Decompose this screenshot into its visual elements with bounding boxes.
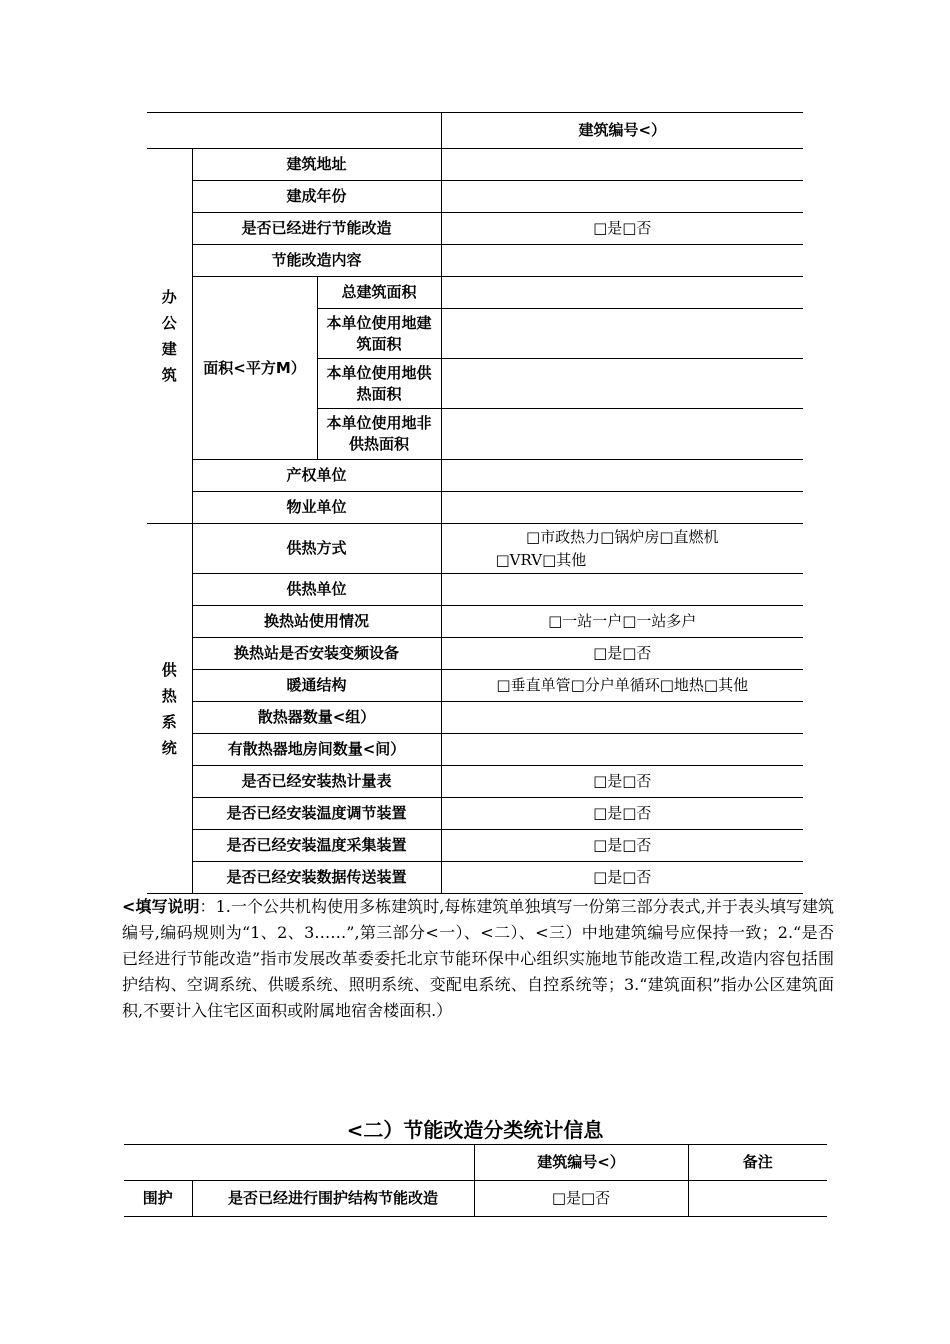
- property-owner-label: 产权单位: [192, 460, 441, 492]
- data-transfer-label: 是否已经安装数据传送装置: [192, 862, 441, 894]
- temp-collect-label: 是否已经安装温度采集装置: [192, 830, 441, 862]
- envelope-category-label: 围护: [124, 1181, 192, 1217]
- vfd-checkbox-group[interactable]: □是□否: [441, 638, 803, 670]
- table2-header-blank: [124, 1145, 474, 1181]
- built-year-field[interactable]: [441, 181, 803, 213]
- property-owner-field[interactable]: [441, 460, 803, 492]
- total-area-field[interactable]: [441, 277, 803, 309]
- table1-header-blank: [147, 113, 441, 149]
- unit-area-field[interactable]: [441, 309, 803, 359]
- heating-method-options-line2: □VRV□其他: [495, 550, 587, 569]
- heating-method-label: 供热方式: [192, 524, 441, 574]
- retrofit-label: 是否已经进行节能改造: [192, 213, 441, 245]
- unit-heated-area-label: 本单位使用地供热面积: [317, 359, 441, 409]
- table2-remark-header: 备注: [688, 1145, 827, 1181]
- retrofit-statistics-table: [124, 1144, 827, 1217]
- section-title: <二）节能改造分类统计信息: [346, 1118, 604, 1142]
- heating-unit-label: 供热单位: [192, 574, 441, 606]
- temp-control-label: 是否已经安装温度调节装置: [192, 798, 441, 830]
- table2-building-number-header: 建筑编号<）: [474, 1145, 688, 1181]
- fill-in-instructions: [122, 894, 834, 1024]
- instructions-text: ：1.一个公共机构使用多栋建筑时,每栋建筑单独填写一份第三部分表式,并于表头填写建筑编号,编码规则为“1、2、3……”,第三部分<一）、<二）、<三）中地建筑编号应保持一致；2.“是否已经进行节能改造”指市发展改革委委托北京节能环保中心组织实施地节能改造工程,改造内容包括围护结构、空调系统、供暖系统、照明系统、变配电系统、自控系统等；3.“建筑面积”指办公区建筑面积,不要计入住宅区面积或附属地宿舍楼面积.）: [122, 897, 834, 1020]
- temp-control-checkbox-group[interactable]: □是□否: [441, 798, 803, 830]
- building-address-label: 建筑地址: [192, 149, 441, 181]
- retrofit-checkbox-group[interactable]: □是□否: [441, 213, 803, 245]
- radiator-count-label: 散热器数量<组）: [192, 702, 441, 734]
- envelope-retrofit-checkbox-group[interactable]: □是□否: [474, 1181, 688, 1217]
- instructions-label: <填写说明: [122, 897, 200, 916]
- heating-unit-field[interactable]: [441, 574, 803, 606]
- radiator-rooms-label: 有散热器地房间数量<间）: [192, 734, 441, 766]
- unit-area-label: 本单位使用地建筑面积: [317, 309, 441, 359]
- hvac-structure-checkbox-group[interactable]: □垂直单管□分户单循环□地热□其他: [441, 670, 803, 702]
- unit-heated-area-field[interactable]: [441, 359, 803, 409]
- retrofit-content-label: 节能改造内容: [192, 245, 441, 277]
- total-area-label: 总建筑面积: [317, 277, 441, 309]
- heating-system-section-label: 供热系统: [147, 524, 192, 894]
- heat-meter-checkbox-group[interactable]: □是□否: [441, 766, 803, 798]
- radiator-rooms-field[interactable]: [441, 734, 803, 766]
- built-year-label: 建成年份: [192, 181, 441, 213]
- envelope-remark-field[interactable]: [688, 1181, 827, 1217]
- envelope-retrofit-label: 是否已经进行围护结构节能改造: [192, 1181, 474, 1217]
- property-management-label: 物业单位: [192, 492, 441, 524]
- building-number-header: 建筑编号<）: [441, 113, 803, 149]
- heating-method-options-line1: □市政热力□锅炉房□直燃机: [525, 527, 719, 546]
- property-management-field[interactable]: [441, 492, 803, 524]
- building-info-table: [147, 112, 803, 894]
- data-transfer-checkbox-group[interactable]: □是□否: [441, 862, 803, 894]
- area-group-label: 面积<平方M）: [192, 277, 317, 460]
- hvac-structure-label: 暖通结构: [192, 670, 441, 702]
- radiator-count-field[interactable]: [441, 702, 803, 734]
- temp-collect-checkbox-group[interactable]: □是□否: [441, 830, 803, 862]
- unit-unheated-area-field[interactable]: [441, 409, 803, 460]
- retrofit-content-field[interactable]: [441, 245, 803, 277]
- station-usage-checkbox-group[interactable]: □一站一户□一站多户: [441, 606, 803, 638]
- office-building-section-label: 办公建筑: [147, 149, 192, 524]
- building-address-field[interactable]: [441, 149, 803, 181]
- vfd-label: 换热站是否安装变频设备: [192, 638, 441, 670]
- heating-method-checkbox-group[interactable]: [441, 524, 803, 574]
- unit-unheated-area-label: 本单位使用地非供热面积: [317, 409, 441, 460]
- heat-meter-label: 是否已经安装热计量表: [192, 766, 441, 798]
- station-usage-label: 换热站使用情况: [192, 606, 441, 638]
